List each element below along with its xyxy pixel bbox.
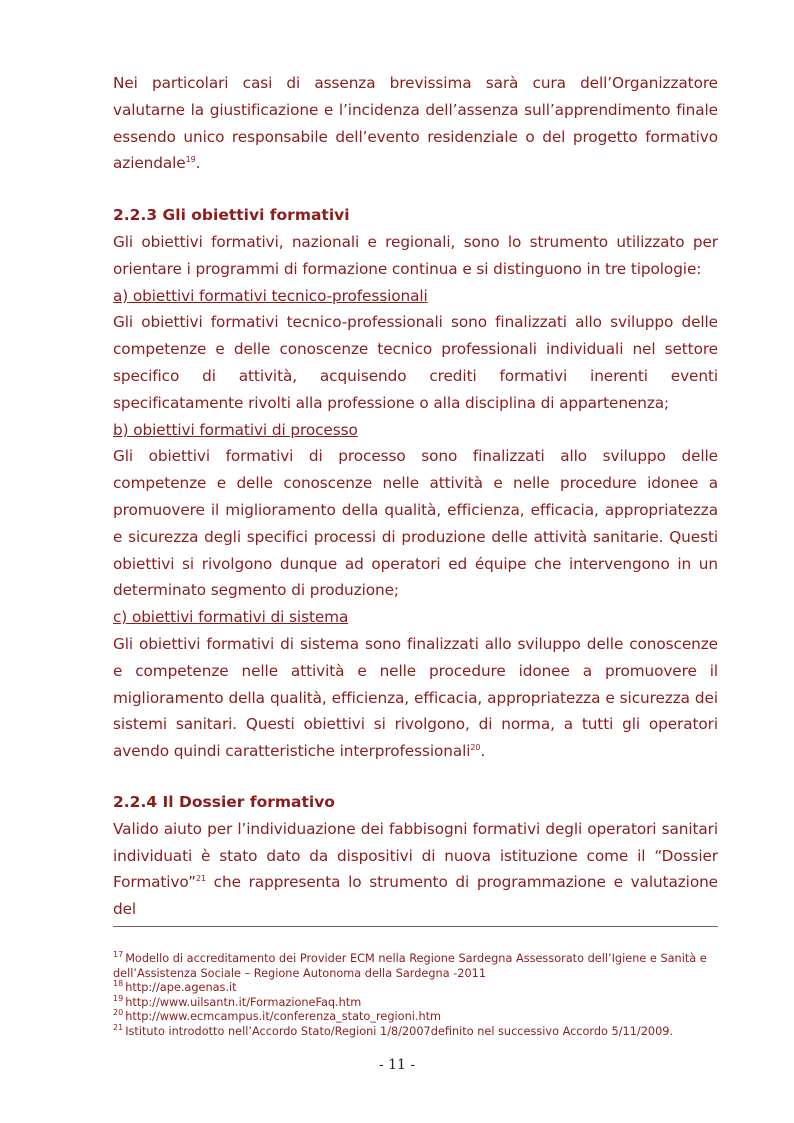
footnote-text: Modello di accreditamento dei Provider ECM nella Regione Sardegna Assessorato dell’Igiene e Sanità e dell’Assistenza Sociale – Regione Autonoma della Sardegna -2011 — [113, 952, 707, 980]
footnote-number: 19 — [113, 993, 124, 1003]
footnote-number: 17 — [113, 950, 124, 960]
section-heading-2-2-3: 2.2.3 Gli obiettivi formativi — [113, 206, 350, 225]
paragraph-end: . — [480, 742, 486, 761]
paragraph-c — [113, 631, 718, 765]
page-body — [113, 70, 718, 923]
paragraph-text: Nei particolari casi di assenza brevissima sarà cura dell’Organizzatore valutarne la giustificazione e l’incidenza dell’assenza sull’apprendimento finale essendo unico responsabile dell’evento residenziale o del progetto formativo aziendale — [113, 74, 718, 173]
footnote-number: 21 — [113, 1022, 124, 1032]
footnote-ref[interactable]: 21 — [195, 874, 206, 884]
section-heading-2-2-4: 2.2.4 Il Dossier formativo — [113, 792, 335, 811]
subheading-c: c) obiettivi formativi di sistema — [113, 608, 349, 627]
paragraph-intro: Gli obiettivi formativi, nazionali e regionali, sono lo strumento utilizzato per orientare i programmi di formazione continua e si distinguono in tre tipologie: — [113, 232, 718, 278]
paragraph-text-cont: che rappresenta lo strumento di programmazione e valutazione del — [113, 873, 718, 919]
footnote-link[interactable]: http://ape.agenas.it — [125, 981, 237, 994]
footnote-17 — [113, 952, 733, 981]
footnote-ref[interactable]: 20 — [470, 743, 481, 753]
footnote-18 — [113, 981, 733, 996]
footnote-text: Istituto introdotto nell’Accordo Stato/Regioni 1/8/2007definito nel successivo Accordo 5/11/2009. — [125, 1024, 674, 1038]
paragraph-a: Gli obiettivi formativi tecnico-professionali sono finalizzati allo sviluppo delle competenze e delle conoscenze tecnico professionali individuali nel settore specifico di attività, acquisendo crediti formativi inerenti eventi specificatamente rivolti alla professione o alla disciplina di appartenenza; — [113, 313, 718, 412]
footnote-link[interactable]: http://www.ecmcampus.it/conferenza_stato_regioni.htm — [125, 1010, 442, 1023]
footnote-link[interactable]: http://www.uilsantn.it/FormazioneFaq.htm — [125, 995, 362, 1009]
subheading-a: a) obiettivi formativi tecnico-professionali — [113, 286, 428, 305]
paragraph-dossier — [113, 816, 718, 923]
paragraph-text: Gli obiettivi formativi di sistema sono finalizzati allo sviluppo delle conoscenze e competenze nelle attività e nelle procedure idonee a promuovere il miglioramento della qualità, efficienza, efficacia, appropriatezza e sicurezza dei sistemi sanitari. Questi obiettivi si rivolgono, di norma, a tutti gli operatori avendo quindi caratteristiche interprofessionali — [113, 634, 718, 761]
paragraph-end: . — [195, 154, 201, 173]
footnote-ref[interactable]: 19 — [185, 155, 196, 165]
footnote-19 — [113, 993, 733, 1011]
paragraph-absence — [113, 70, 718, 177]
footnote-20 — [113, 1010, 733, 1025]
footnote-number: 18 — [113, 979, 124, 989]
footnotes — [113, 952, 733, 1039]
page-number: - 11 - — [378, 1057, 416, 1073]
footnote-divider — [113, 926, 718, 927]
footnote-number: 20 — [113, 1008, 124, 1018]
paragraph-text: Valido aiuto per l’individuazione dei fabbisogni formativi degli operatori sanitari individuati è stato dato da dispositivi di nuova istituzione come il “Dossier Formativo” — [113, 819, 718, 892]
paragraph-b: Gli obiettivi formativi di processo sono finalizzati allo sviluppo delle competenze e delle conoscenze nelle attività e nelle procedure idonee a promuovere il miglioramento della qualità, efficienza, efficacia, appropriatezza e sicurezza degli specifici processi di produzione delle attività sanitarie. Questi obiettivi si rivolgono dunque ad operatori ed équipe che intervengono in un determinato segmento di produzione; — [113, 447, 718, 600]
footnote-21 — [113, 1022, 733, 1040]
subheading-b: b) obiettivi formativi di processo — [113, 420, 358, 439]
